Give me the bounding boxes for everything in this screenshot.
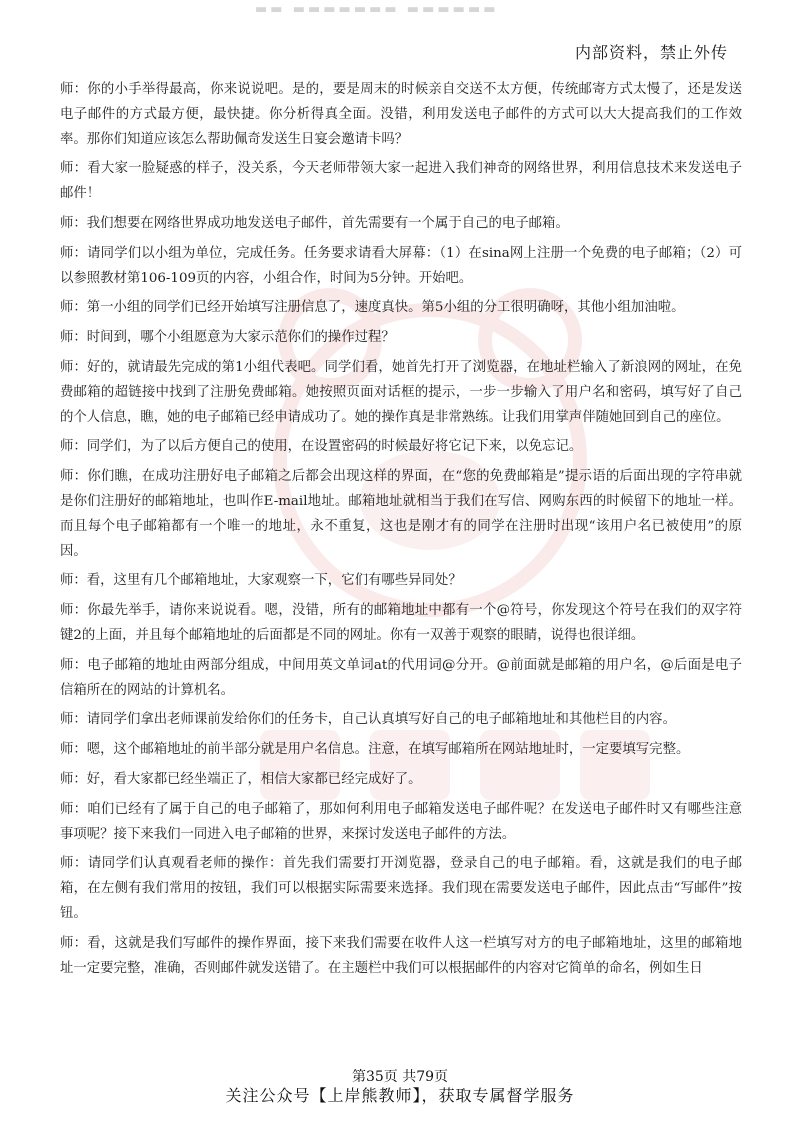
paragraph: 师：好，看大家都已经坐端正了，相信大家都已经完成好了。: [60, 771, 422, 787]
paragraph: 师：看大家一脸疑惑的样子，没关系，今天老师带领大家一起进入我们神奇的网络世界，利用信息技术来发送电子邮件！: [60, 161, 742, 202]
paragraph: 师：电子邮箱的地址由两部分组成，中间用英文单词at的代用词@分开。@前面就是邮箱的用户名，@后面是电子信箱所在的网站的计算机名。: [60, 657, 742, 698]
header-confidential-note: 内部资料，禁止外传: [574, 43, 728, 62]
paragraph: 师：你的小手举得最高，你来说说吧。是的，要是周末的时候亲自交送不太方便，传统邮寄方式太慢了，还是发送电子邮件的方式最方便，最快捷。你分析得真全面。没错，利用发送电子邮件的方式可以大大提高我们的工作效率。那你们知道应该怎么帮助佩奇发送生日宴会邀请卡吗？: [60, 82, 742, 147]
paragraph: 师：你们瞧，在成功注册好电子邮箱之后都会出现这样的界面，在“您的免费邮箱是”提示语的后面出现的字符串就是你们注册好的邮箱地址，也叫作E-mail地址。邮箱地址就相当于我们在写信、网购东西的时候留下的地址一样。而且每个电子邮箱都有一个唯一的地址，永不重复，这也是刚才有的同学在注册时出现“该用户名已被使用”的原因。: [60, 469, 742, 559]
paragraph: 师：你最先举手，请你来说说看。嗯，没错，所有的邮箱地址中都有一个@符号，你发现这个符号在我们的双字符键2的上面，并且每个邮箱地址的后面都是不同的网址。你有一双善于观察的眼睛，说得也很详细。: [60, 603, 742, 643]
paragraph: 师：咱们已经有了属于自己的电子邮箱了，那如何利用电子邮箱发送电子邮件呢？在发送电子邮件时又有哪些注意事项呢？接下来我们一同进入电子邮箱的世界，来探讨发送电子邮件的方法。: [60, 801, 742, 842]
paragraph: 师：我们想要在网络世界成功地发送电子邮件，首先需要有一个属于自己的电子邮箱。: [60, 215, 569, 231]
paragraph: 师：看，这就是我们写邮件的操作界面，接下来我们需要在收件人这一栏填写对方的电子邮箱地址，这里的邮箱地址一定要完整，准确，否则邮件就发送错了。在主题栏中我们可以根据邮件的内容对它简单的命名，例如生日: [60, 935, 742, 976]
document-body: [60, 78, 742, 986]
paragraph: 师：看，这里有几个邮箱地址，大家观察一下，它们有哪些异同处？: [60, 573, 462, 589]
paragraph: 师：好的，就请最先完成的第1小组代表吧。同学们看，她首先打开了浏览器，在地址栏输入了新浪网的网址，在免费邮箱的超链接中找到了注册免费邮箱。她按照页面对话框的提示，一步一步输入了用户名和密码，填写好了自己的个人信息，瞧，她的电子邮箱已经申请成功了。她的操作真是非常熟练。让我们用掌声伴随她回到自己的座位。: [60, 359, 742, 425]
faded-top-line: ▬▬ ▬▬▬▬▬▬▬ ▬▬▬▬▬▬: [255, 2, 499, 17]
paragraph: 师：第一小组的同学们已经开始填写注册信息了，速度真快。第5小组的分工很明确呀，其他小组加油啦。: [60, 300, 685, 316]
paragraph: 师：请同学们拿出老师课前发给你们的任务卡，自己认真填写好自己的电子邮箱地址和其他栏目的内容。: [60, 712, 676, 728]
paragraph: 师：时间到，哪个小组愿意为大家示范你们的操作过程？: [60, 330, 395, 346]
paragraph: 师：同学们，为了以后方便自己的使用，在设置密码的时候最好将它记下来，以免忘记。: [60, 439, 583, 455]
paragraph: 师：请同学们以小组为单位，完成任务。任务要求请看大屏幕：（1）在sina网上注册一个免费的电子邮箱；（2）可以参照教材第106-109页的内容，小组合作，时间为5分钟。开始吧。: [60, 245, 742, 286]
page-number: 第35页 共79页: [351, 1069, 449, 1085]
paragraph: 师：请同学们认真观看老师的操作：首先我们需要打开浏览器，登录自己的电子邮箱。看，这就是我们的电子邮箱，在左侧有我们常用的按钮，我们可以根据实际需要来选择。我们现在需要发送电子邮件，因此点击“写邮件”按钮。: [60, 856, 742, 921]
footer-promo-note: 关注公众号【上岸熊教师】，获取专属督学服务: [225, 1086, 575, 1105]
paragraph: 师：嗯，这个邮箱地址的前半部分就是用户名信息。注意，在填写邮箱所在网站地址时，一定要填写完整。: [60, 742, 690, 758]
